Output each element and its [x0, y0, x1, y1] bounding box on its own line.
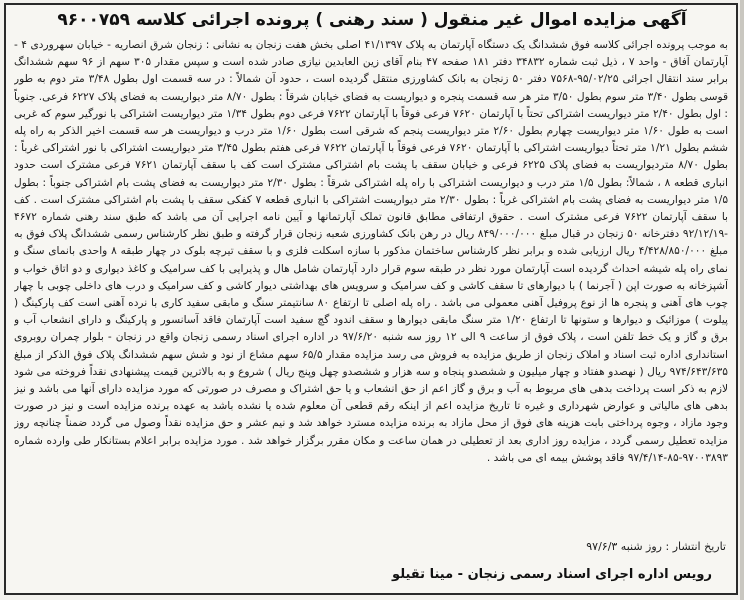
publish-date: تاریخ انتشار : روز شنبه ۹۷/۶/۳: [586, 540, 726, 553]
signature-line: رویس اداره اجرای اسناد رسمی زنجان - مینا تقیلو: [392, 567, 712, 582]
notice-body: به موجب پرونده اجرائی کلاسه فوق ششدانگ یک دستگاه آپارتمان به پلاک ۴۱/۱۳۹۷ اصلی بخش هفت زنجان به نشانی : زنجان شرق انصاریه - خیابان سهروردی ۴ - آپارتمان آفاق - واحد ۷ ، ذیل ثبت شماره ۳۴۸۳۲ دفتر ۱۸۱ صفحه ۴۷ بنام آقای زین العابدین نیازی صادر شده است و سپس مقدار ۳۰۵ سهم از ۹۶ سهم ششدانگ برابر سند انتقال اجرائی ۹۵/۰۲/۲۵-۷۵۶۸ دفتر ۵۰ زنجان به بانک کشاورزی منتقل گردیده است ، حدود آن شمالاً : در سه قسمت اول بطول ۳/۴۸ متر دوم به طور قوسی بطول ۳/۴۰ متر سوم بطول ۳/۵۰ متر هر سه قسمت پنجره و دیواریست به فضای خیابان شرقاً : بطول ۸/۷۰ متر دیواریست به فضای پلاک ۶۲۲۷ فرعی. جنوباً : اول بطول ۲/۴۰ متر دیواریست اشتراکی تحتاً با آپارتمان ۷۶۲۰ فرعی فوقاً با آپارتمان ۷۶۲۲ فرعی دوم بطول ۱/۳۴ متر دیواریست اشتراکی با نورگیر سوم که غربی است به طول ۱/۶۰ متر دیواریست چهارم بطول ۲/۶۰ متر دیواریست پنجم که شرقی است بطول ۱/۶۰ متر درب و دیواریست هر سه قسمت اخیر الذکر به راه پله ششم بطول ۱/۲۱ متر تحتاً دیواریست اشتراکی با آپارتمان ۷۶۲۰ فرعی فوقاً با آپارتمان ۷۶۲۲ فرعی هفتم بطول ۳/۴۵ متر دیواریست اشتراکی با نور اشتراکی غرباً : بطول ۸/۷۰ متردیواریست به فضای پلاک ۶۲۲۵ فرعی و خیابان سقف با پشت بام اشتراکی مشترک است کف با سقف آپارتمان ۷۶۲۱ فرعی مشترک است حدود انباری قطعه ۸ ، شمالاً: بطول ۱/۵ متر درب و دیواریست اشتراکی با راه پله اشتراکی شرقاً : بطول ۲/۳۰ متر دیواریست به فضای پشت بام اشتراکی جنوباً : بطول ۱/۵ متر دیواریست به فضای پشت بام اشتراکی غرباً : بطول ۲/۳۰ متر دیواریست اشتراکی با انباری قطعه ۷ کفکی سقف با پشت بام اشتراکی مشترک است . کف با سقف آپارتمان ۷۶۲۲ فرعی مشترک است . حقوق ارتفاقی مطابق قانون تملک آپارتمانها و آیین نامه اجرایی آن می باشد که طبق سند رهنی شماره ۴۶۷۲ -۹۲/۱۲/۱۹ دفترخانه ۵۰ زنجان در قبال مبلغ ۸۴۹/۰۰۰/۰۰۰ ریال در رهن بانک کشاورزی شعبه زنجان قرار گرفته و طبق نظر کارشناس رسمی ششدانگ پلاک فوق به مبلغ ۴/۴۲۸/۸۵۰/۰۰۰ ریال ارزیابی شده و برابر نظر کارشناس ساختمان مذکور با سازه اسکلت فلزی و با سقف تیرچه بلوک در چهار طبقه ۸ واحدی بانمای سنگ و نمای راه پله شیشه احداث گردیده است آپارتمان مورد نظر در طبقه سوم قرار دارد آپارتمان شامل هال و پذیرایی با کف سرامیک و کاغذ دیواری و دو اتاق خواب و آشپزخانه به صورت اپن ( آجرنما ) با دیوارهای تا سقف کاشی و کف سرامیک و سرویس های بهداشتی دیوار کاشی و کف سرامیک و درب های داخلی چوبی با چهار چوب های آهنی و پنجره ها از نوع پروفیل آهنی معمولی می باشد . راه پله اصلی تا ارتفاع ۸۰ سانتیمتر سنگ و مابقی سفید کاری با نرده آهنی است کف پارکینگ ( پیلوت ) موزائیک و دیوارها و ستونها تا ارتفاع ۱/۲۰ متر سنگ مابقی دیوارها و سقف اندود گچ سفید است آپارتمان فاقد آسانسور و پارکینگ و دارای انشعاب آب و برق و گاز و یک خط تلفن است ، پلاک فوق از ساعت ۹ الی ۱۲ روز سه شنبه ۹۷/۶/۲۰ در اداره اجرای اسناد رسمی زنجان واقع در زنجان - بلوار چمران روبروی استانداری اداره ثبت اسناد و املاک زنجان از طریق مزایده به فروش می رسد مزایده مقدار ۶۵/۵ سهم مشاع از نود و شش سهم ششدانگ پلاک فوق الذکر از مبلغ ۹۷۴/۶۴۳/۶۳۵ ریال ( نهصدو هفتاد و چهار میلیون و ششصدو پنجاه و سه هزار و ششصدو چهل وپنج ریال ) شروع و به بالاترین قیمت پیشنهادی نقداً فروخته می شود لازم به ذکر است پرداخت بدهی های مربوط به آب و برق و گاز اعم از حق انشعاب و یا حق اشتراک و مصرف در صورتی که مورد مزایده دارای آنها می باشد و نیز بدهی های مالیاتی و عوارض شهرداری و غیره تا تاریخ مزایده اعم از اینکه رقم قطعی آن معلوم شده یا نشده باشد به عهده برنده مزایده است و نیز در صورت وجود مازاد ، وجوه پرداختی بابت هزینه های فوق از محل مازاد به برنده مزایده مسترد خواهد شد و نیم عشر و حق مزایده نقداً وصول می گردد ضمناً چنانچه روز مزایده تعطیل رسمی گردد ، مزایده روز اداری بعد از تعطیلی در همان ساعت و مکان مقرر برگزار خواهد شد . مورد مزایده برابر اعلام بستانکار طی وارده شماره ۹۷۰۰۳۸۹۳-۸۵-۹۷/۴/۱۴ فاقد پوشش بیمه ای می باشد .: [14, 39, 728, 464]
notice-title: آگهی مزایده اموال غیر منقول ( سند رهنی ) پرونده اجرائی کلاسه ۹۶۰۰۷۵۹: [57, 10, 687, 30]
notice-frame: [4, 3, 738, 595]
page-edge: [740, 0, 744, 600]
